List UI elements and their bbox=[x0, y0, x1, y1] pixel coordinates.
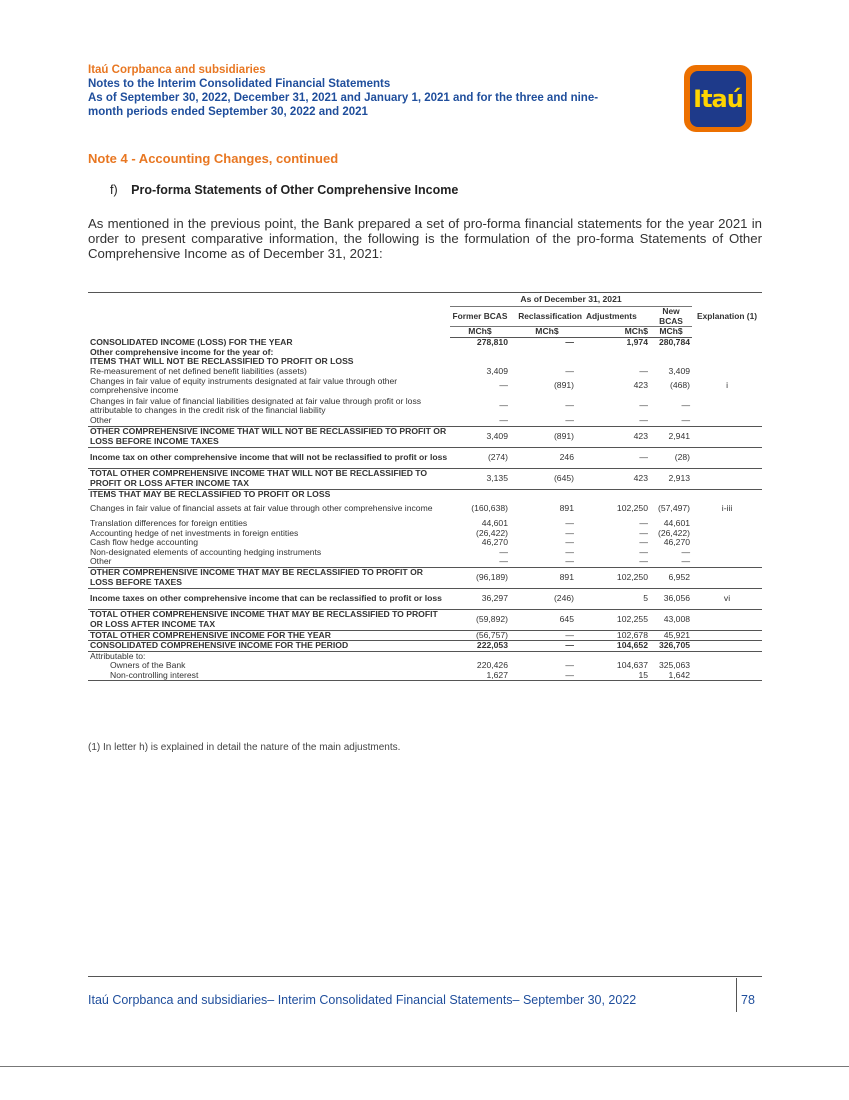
row-label: Other comprehensive income for the year of: bbox=[90, 346, 274, 357]
row-label: ITEMS THAT MAY BE RECLASSIFIED TO PROFIT OR LOSS bbox=[88, 489, 450, 499]
row-value: (891) bbox=[510, 426, 584, 447]
row-value: 45,921 bbox=[650, 630, 692, 641]
row-value: — bbox=[510, 630, 584, 641]
row-value: 280,784 bbox=[658, 337, 691, 347]
table-row bbox=[88, 609, 762, 630]
row-value: (26,422) bbox=[475, 527, 508, 538]
row-value: (59,892) bbox=[450, 609, 510, 630]
row-value: (28) bbox=[650, 447, 692, 468]
unit-2: MCh$ bbox=[510, 327, 584, 338]
row-label: Cash flow hedge accounting bbox=[90, 537, 198, 547]
row-value: — bbox=[565, 527, 574, 538]
row-explanation bbox=[692, 671, 762, 681]
table-row bbox=[88, 557, 762, 567]
page-bottom-rule bbox=[0, 1066, 849, 1067]
section-letter: f) bbox=[110, 183, 118, 197]
row-value: 104,652 bbox=[584, 641, 650, 652]
row-value: 102,678 bbox=[584, 630, 650, 641]
row-label: Non-controlling interest bbox=[88, 671, 450, 681]
row-value: (468) bbox=[669, 380, 691, 391]
row-value bbox=[650, 489, 692, 499]
row-value: 278,810 bbox=[476, 337, 508, 347]
footer-divider bbox=[88, 976, 762, 977]
row-explanation bbox=[692, 548, 762, 558]
row-explanation bbox=[692, 348, 762, 358]
row-label: Income taxes on other comprehensive income that can be reclassified to profit or loss bbox=[88, 588, 450, 609]
unit-4: MCh$ bbox=[650, 327, 692, 338]
row-value: — bbox=[565, 660, 574, 670]
row-value: — bbox=[681, 556, 691, 566]
row-label: Other bbox=[90, 556, 112, 566]
note-title: Note 4 - Accounting Changes, continued bbox=[88, 151, 339, 166]
table-row bbox=[88, 588, 762, 609]
row-explanation: vi bbox=[692, 588, 762, 609]
row-explanation bbox=[692, 651, 762, 661]
col-former-bcas: Former BCAS bbox=[452, 310, 508, 321]
row-explanation bbox=[692, 557, 762, 567]
row-value: (274) bbox=[450, 447, 510, 468]
group-header: As of December 31, 2021 bbox=[450, 293, 692, 307]
logo-text: Itaú bbox=[690, 71, 746, 127]
row-value: (57,497) bbox=[658, 503, 691, 514]
col-adjustments: Adjustments bbox=[586, 310, 637, 321]
row-value: 3,135 bbox=[450, 468, 510, 489]
row-value: 891 bbox=[559, 503, 574, 514]
column-header-row bbox=[88, 307, 762, 327]
row-value bbox=[584, 489, 650, 499]
row-value: (160,638) bbox=[471, 503, 508, 514]
table-row bbox=[88, 426, 762, 447]
row-value: 246 bbox=[510, 447, 584, 468]
row-value: 1,627 bbox=[450, 671, 510, 681]
itau-logo bbox=[684, 65, 752, 132]
row-value: — bbox=[681, 400, 691, 411]
footer-text: Itaú Corpbanca and subsidiaries– Interim Consolidated Financial Statements– September 30, 2022 bbox=[88, 993, 637, 1007]
row-value: 102,255 bbox=[584, 609, 650, 630]
row-explanation bbox=[692, 609, 762, 630]
row-value: (56,757) bbox=[450, 630, 510, 641]
row-explanation bbox=[692, 468, 762, 489]
row-explanation bbox=[692, 367, 762, 377]
row-explanation bbox=[692, 416, 762, 426]
row-explanation bbox=[692, 447, 762, 468]
table-row bbox=[88, 499, 762, 519]
row-value: — bbox=[639, 518, 648, 528]
row-value: 220,426 bbox=[476, 660, 508, 670]
row-value: — bbox=[565, 537, 574, 547]
row-value: 2,941 bbox=[650, 426, 692, 447]
row-explanation bbox=[692, 630, 762, 641]
row-explanation bbox=[692, 519, 762, 529]
table-row bbox=[88, 416, 762, 426]
row-label: OTHER COMPREHENSIVE INCOME THAT MAY BE RECLASSIFIED TO PROFIT OR LOSS BEFORE TAXES bbox=[88, 567, 450, 588]
row-label: Income tax on other comprehensive income that will not be reclassified to profit or loss bbox=[88, 447, 450, 468]
row-value: — bbox=[565, 365, 574, 376]
row-value: 15 bbox=[584, 671, 650, 681]
row-value: — bbox=[499, 546, 508, 557]
row-value: — bbox=[639, 365, 648, 376]
row-value: — bbox=[565, 400, 574, 411]
footnote: (1) In letter h) is explained in detail the nature of the main adjustments. bbox=[88, 742, 401, 753]
row-value: 102,250 bbox=[584, 567, 650, 588]
row-explanation: i-iii bbox=[721, 503, 733, 514]
row-value: 645 bbox=[510, 609, 584, 630]
row-value: 325,063 bbox=[658, 660, 691, 670]
row-explanation bbox=[692, 641, 762, 652]
row-value bbox=[510, 348, 584, 358]
row-label: TOTAL OTHER COMPREHENSIVE INCOME THAT WILL NOT BE RECLASSIFIED TO PROFIT OR LOSS AFTER INCOME TAX bbox=[88, 468, 450, 489]
row-explanation bbox=[692, 529, 762, 539]
table-row bbox=[88, 468, 762, 489]
row-value: 36,056 bbox=[650, 588, 692, 609]
row-value: — bbox=[639, 527, 648, 538]
row-value: — bbox=[681, 415, 691, 425]
table-top-row bbox=[88, 293, 762, 307]
row-label: Changes in fair value of equity instruments designated at fair value through other comprehensive income bbox=[90, 375, 398, 395]
row-value: — bbox=[510, 641, 584, 652]
row-label: Changes in fair value of financial assets at fair value through other comprehensive income bbox=[90, 503, 433, 514]
row-value: 423 bbox=[633, 380, 648, 391]
row-label: Other bbox=[90, 415, 112, 425]
row-value: 891 bbox=[510, 567, 584, 588]
row-value: — bbox=[584, 447, 650, 468]
table-row bbox=[88, 548, 762, 558]
page-number: 78 bbox=[741, 993, 755, 1007]
row-value: 3,409 bbox=[486, 365, 508, 376]
row-value: 1,642 bbox=[650, 671, 692, 681]
row-value: 6,952 bbox=[650, 567, 692, 588]
header-line-2: Notes to the Interim Consolidated Financial Statements bbox=[88, 78, 391, 90]
row-value: 423 bbox=[584, 468, 650, 489]
row-label: Changes in fair value of financial liabilities designated at fair value through profit or loss attributable to changes in the credit risk of the financial liability bbox=[90, 395, 422, 415]
row-value: 44,601 bbox=[481, 518, 508, 528]
row-value: 104,637 bbox=[616, 660, 648, 670]
col-explanation: Explanation (1) bbox=[697, 310, 758, 321]
row-explanation bbox=[692, 396, 762, 416]
header-line-3: As of September 30, 2022, December 31, 2021 and January 1, 2021 and for the three and nine- bbox=[88, 92, 599, 104]
row-value: 222,053 bbox=[450, 641, 510, 652]
row-value: 5 bbox=[584, 588, 650, 609]
row-value: 102,250 bbox=[616, 503, 648, 514]
row-value: — bbox=[499, 556, 508, 566]
row-explanation bbox=[692, 426, 762, 447]
table-row bbox=[88, 447, 762, 468]
row-value: — bbox=[499, 415, 508, 425]
row-value: 36,297 bbox=[450, 588, 510, 609]
company-name: Itaú Corpbanca and subsidiaries bbox=[88, 64, 266, 76]
table-row bbox=[88, 367, 762, 377]
section-title: Pro-forma Statements of Other Comprehensive Income bbox=[131, 183, 459, 197]
row-value: — bbox=[565, 556, 574, 566]
row-value: (26,422) bbox=[658, 527, 691, 538]
row-explanation: i bbox=[726, 380, 728, 391]
row-value bbox=[450, 348, 510, 358]
row-value: 46,270 bbox=[663, 537, 691, 547]
table-row bbox=[88, 376, 762, 396]
row-value: — bbox=[681, 546, 691, 557]
row-explanation bbox=[692, 661, 762, 671]
row-value bbox=[510, 489, 584, 499]
footer-separator bbox=[736, 978, 737, 1012]
table-row bbox=[88, 489, 762, 499]
section-heading bbox=[110, 183, 458, 197]
row-value bbox=[450, 489, 510, 499]
row-label: Re-measurement of net defined benefit liabilities (assets) bbox=[90, 365, 307, 376]
row-label: Accounting hedge of net investments in foreign entities bbox=[90, 527, 299, 538]
row-label: Translation differences for foreign entities bbox=[90, 518, 248, 528]
row-value: — bbox=[565, 518, 574, 528]
row-explanation bbox=[692, 567, 762, 588]
col-reclassification: Reclassification bbox=[518, 310, 582, 321]
row-label: TOTAL OTHER COMPREHENSIVE INCOME THAT MAY BE RECLASSIFIED TO PROFIT OR LOSS AFTER INCOME TAX bbox=[88, 609, 450, 630]
row-label: CONSOLIDATED INCOME (LOSS) FOR THE YEAR bbox=[90, 336, 293, 347]
row-value: 326,705 bbox=[650, 641, 692, 652]
row-value: — bbox=[565, 415, 574, 425]
row-label: TOTAL OTHER COMPREHENSIVE INCOME FOR THE YEAR bbox=[88, 630, 450, 641]
row-label: OTHER COMPREHENSIVE INCOME THAT WILL NOT BE RECLASSIFIED TO PROFIT OR LOSS BEFORE INCOME TAXES bbox=[88, 426, 450, 447]
table-row bbox=[88, 671, 762, 681]
table-row bbox=[88, 630, 762, 641]
row-value: (96,189) bbox=[450, 567, 510, 588]
row-value: 1,974 bbox=[626, 337, 648, 347]
row-value: — bbox=[639, 537, 648, 547]
proforma-oci-table bbox=[88, 292, 762, 681]
row-value: — bbox=[639, 400, 648, 411]
unit-3: MCh$ bbox=[584, 327, 650, 338]
row-label: Non-designated elements of accounting hedging instruments bbox=[90, 546, 322, 557]
row-value: (246) bbox=[510, 588, 584, 609]
row-value: 3,409 bbox=[668, 365, 691, 376]
row-explanation bbox=[692, 538, 762, 548]
row-value: 3,409 bbox=[450, 426, 510, 447]
row-value bbox=[650, 348, 692, 358]
row-value: 423 bbox=[584, 426, 650, 447]
row-value: — bbox=[499, 400, 508, 411]
unit-1: MCh$ bbox=[450, 327, 510, 338]
row-value: — bbox=[565, 546, 574, 557]
row-explanation bbox=[692, 338, 762, 348]
row-label: ITEMS THAT WILL NOT BE RECLASSIFIED TO PROFIT OR LOSS bbox=[90, 356, 354, 366]
table-row bbox=[88, 396, 762, 416]
row-label: Attributable to: bbox=[88, 651, 450, 661]
unit-row bbox=[88, 327, 762, 338]
header-line-4: month periods ended September 30, 2022 and 2021 bbox=[88, 106, 368, 118]
row-value: — bbox=[639, 415, 648, 425]
row-value: 2,913 bbox=[650, 468, 692, 489]
row-value: 46,270 bbox=[481, 537, 508, 547]
row-value: — bbox=[510, 671, 584, 681]
row-label: Owners of the Bank bbox=[110, 660, 186, 670]
table-row bbox=[88, 567, 762, 588]
row-value: (645) bbox=[510, 468, 584, 489]
row-explanation bbox=[692, 357, 762, 367]
row-value: — bbox=[639, 546, 648, 557]
row-value: — bbox=[565, 337, 574, 347]
col-new-bcas: New BCAS bbox=[659, 306, 683, 326]
table-row bbox=[88, 338, 762, 348]
row-label: CONSOLIDATED COMPREHENSIVE INCOME FOR THE PERIOD bbox=[88, 641, 450, 652]
row-value: (891) bbox=[553, 380, 574, 391]
table-row bbox=[88, 641, 762, 652]
page-header bbox=[88, 63, 598, 119]
row-value: — bbox=[499, 380, 508, 391]
row-value: 43,008 bbox=[650, 609, 692, 630]
row-value bbox=[584, 348, 650, 358]
row-explanation bbox=[692, 489, 762, 499]
intro-paragraph: As mentioned in the previous point, the Bank prepared a set of pro-forma financial statements for the year 2021 in order to present comparative information, the following is the formulation of the pro-forma Statements of Other Comprehensive Income as of December 31, 2021: bbox=[88, 216, 762, 261]
row-value: — bbox=[639, 556, 648, 566]
row-value: 44,601 bbox=[663, 518, 691, 528]
